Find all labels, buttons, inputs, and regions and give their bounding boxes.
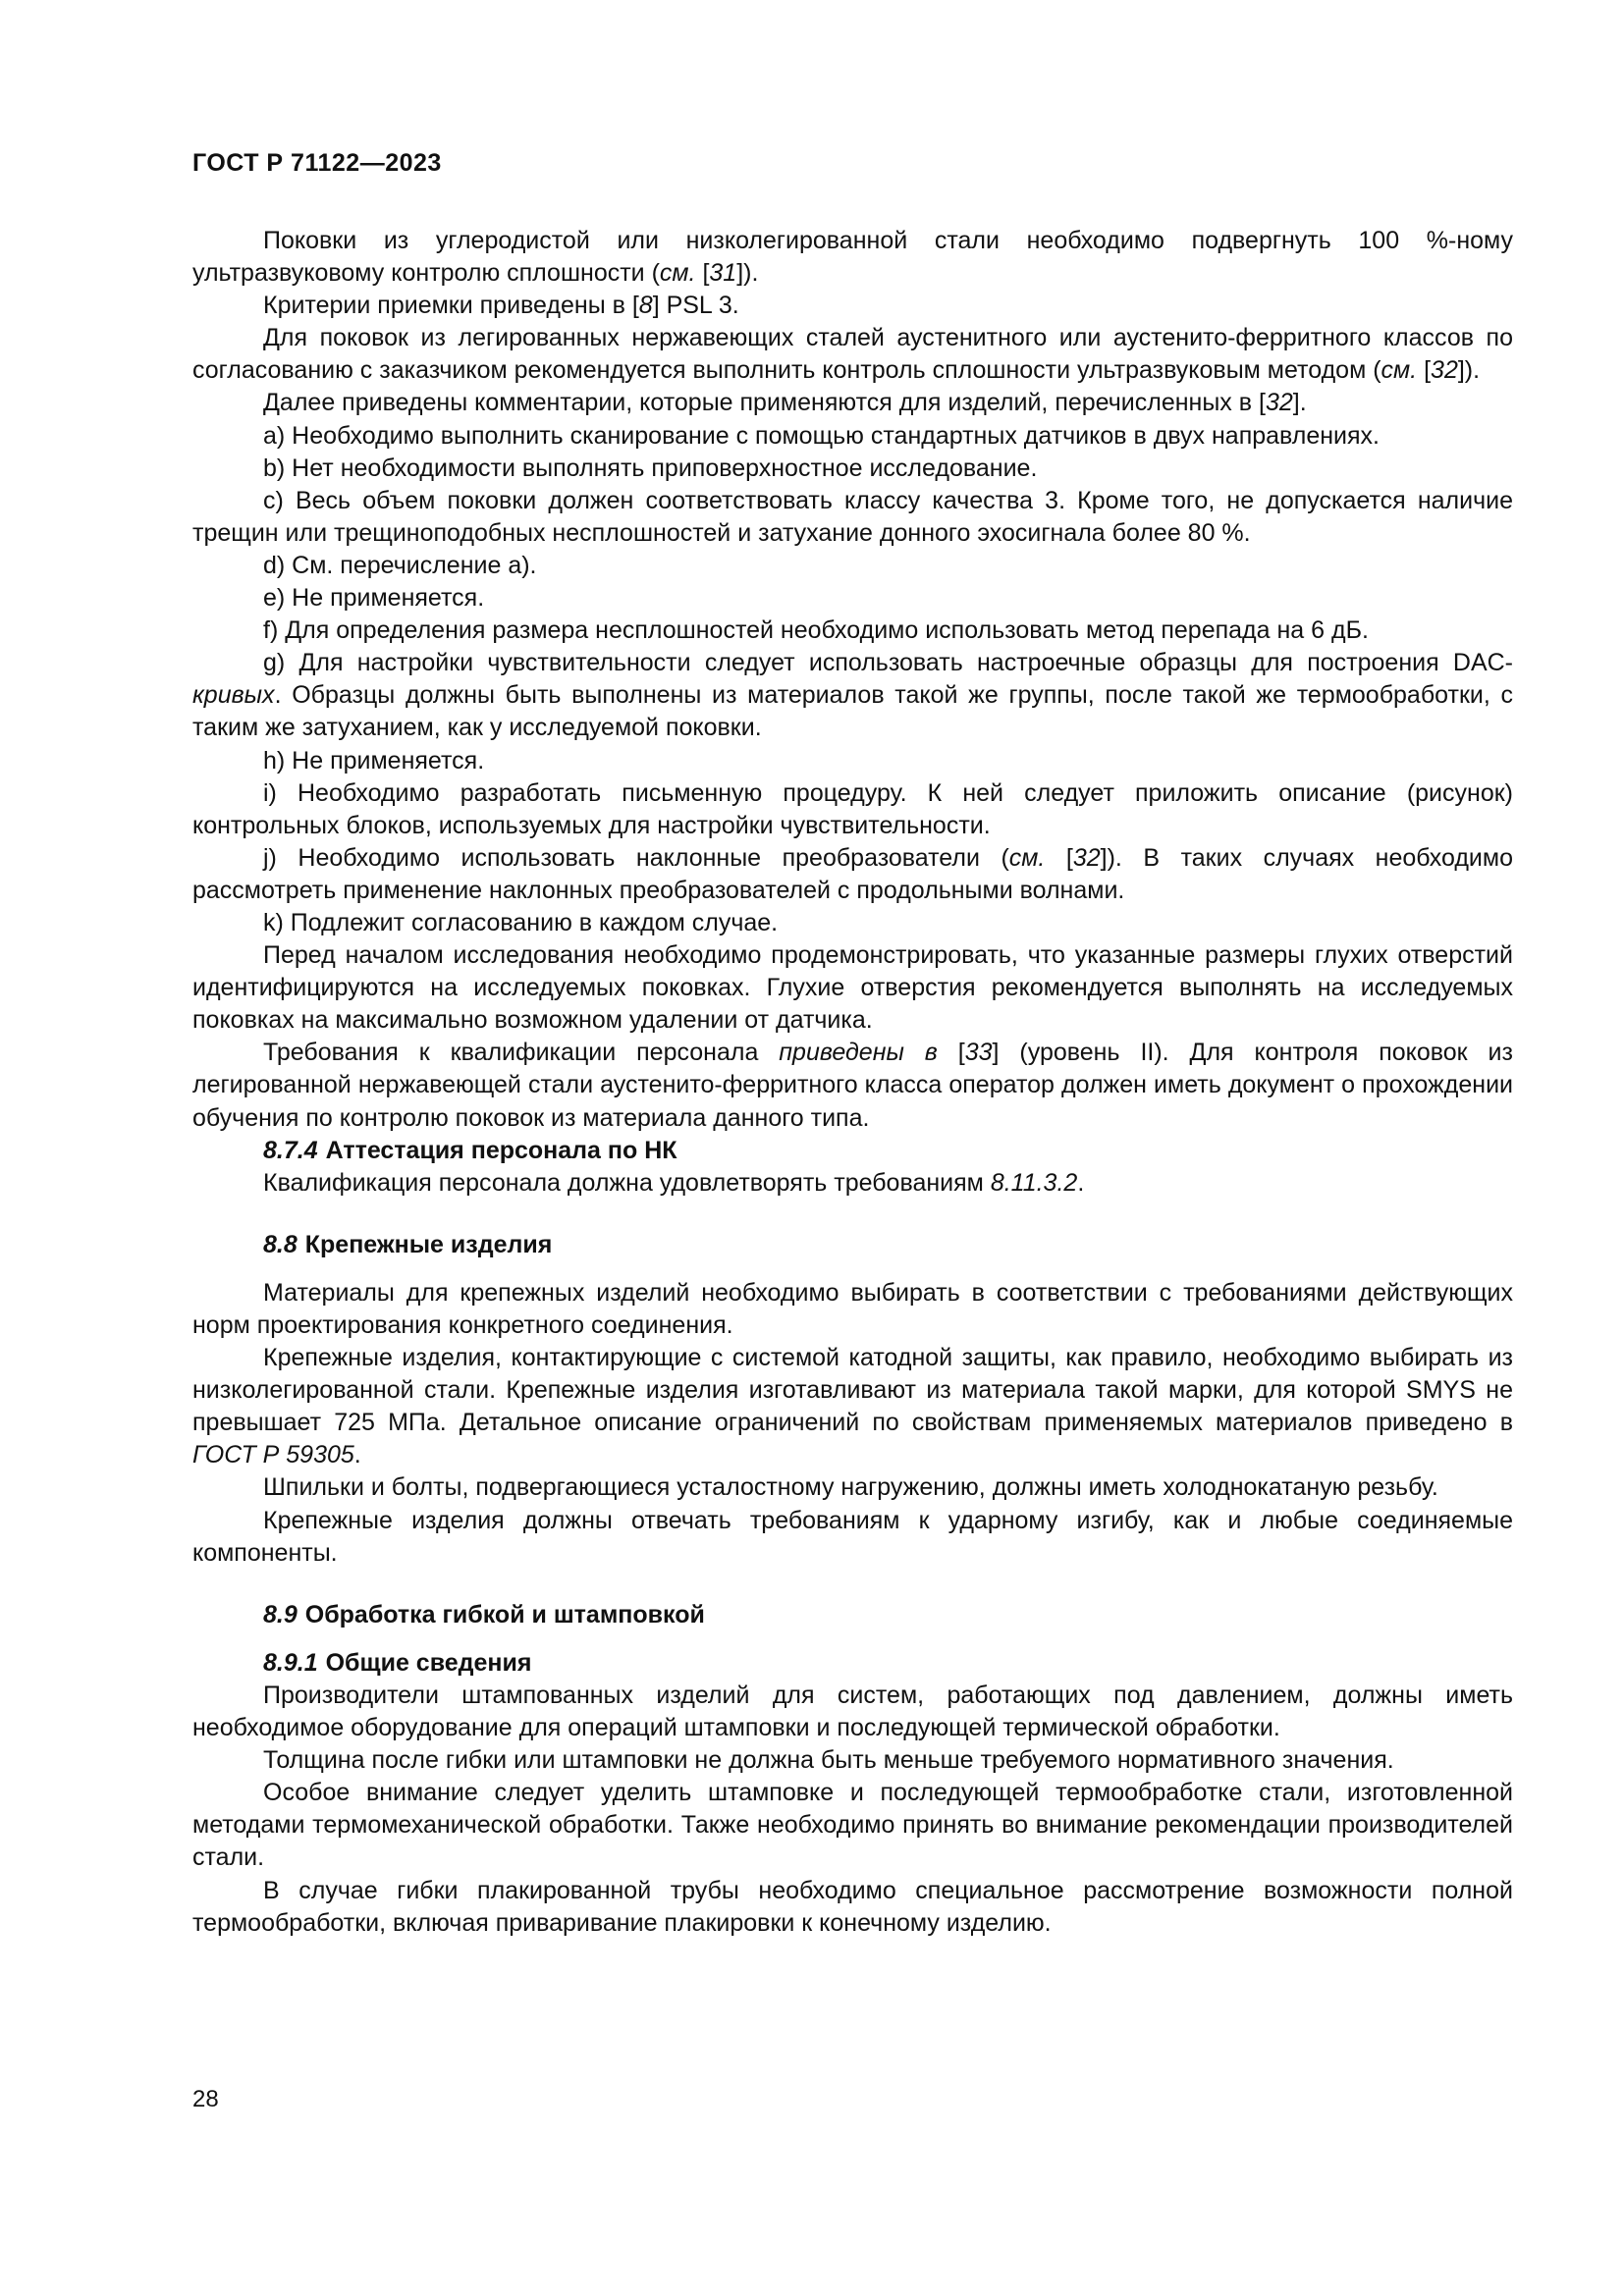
paragraph: Особое внимание следует уделить штамповке и последующей термообработке стали, изготовленной методами термомеханической обработки. Также необходимо принять во внимание рекомендации производителей стали. <box>192 1779 1513 1872</box>
paragraph: Для поковок из легированных нержавеющих сталей аустенитного или аустенито-ферритного классов по согласованию с заказчиком рекомендуется выполнить контроль сплошности ультразвуковым методом (см. [32]). <box>192 324 1513 385</box>
paragraph: Шпильки и болты, подвергающиеся усталостному нагружению, должны иметь холоднокатаную резьбу. <box>263 1473 1438 1502</box>
list-item: i) Необходимо разработать письменную процедуру. К ней следует приложить описание (рисунок) контрольных блоков, используемых для настройки чувствительности. <box>192 778 1513 839</box>
section-heading-8-8: 8.8 Крепежные изделия <box>263 1230 553 1258</box>
list-item: b) Нет необходимости выполнять приповерхностное исследование. <box>263 454 1038 482</box>
paragraph: Поковки из углеродистой или низколегированной стали необходимо подвергнуть 100 %-ному ультразвуковому контролю сплошности (см. [31]). <box>192 227 1513 288</box>
paragraph: Перед началом исследования необходимо продемонстрировать, что указанные размеры глухих отверстий идентифицируются на исследуемых поковках. Глухие отверстия рекомендуется выполнять на исследуемых поковках на максимально возможном удалении от датчика. <box>192 941 1513 1035</box>
list-item: h) Не применяется. <box>263 746 485 774</box>
page-number: 28 <box>192 2086 219 2112</box>
section-heading-8-7-4: 8.7.4 Аттестация персонала по НК <box>263 1136 677 1164</box>
paragraph: Производители штампованных изделий для систем, работающих под давлением, должны иметь необходимое оборудование для операций штамповки и последующей термической обработки. <box>192 1681 1513 1742</box>
list-item: f) Для определения размера несплошностей необходимо использовать метод перепада на 6 дБ. <box>263 616 1369 645</box>
page-content <box>192 225 1513 1940</box>
section-heading-8-9: 8.9 Обработка гибкой и штамповкой <box>263 1600 705 1629</box>
paragraph: Крепежные изделия, контактирующие с системой катодной защиты, как правило, необходимо выбирать из низколегированной стали. Крепежные изделия изготавливают из материала такой марки, для которой SMYS не превышает 725 МПа. Детальное описание ограничений по свойствам применяемых материалов приведено в ГОСТ Р 59305. <box>192 1344 1513 1469</box>
list-item: j) Необходимо использовать наклонные преобразователи (см. [32]). В таких случаях необходимо рассмотреть применение наклонных преобразователей с продольными волнами. <box>192 843 1513 904</box>
document-header: ГОСТ Р 71122—2023 <box>192 149 442 177</box>
paragraph: Крепежные изделия должны отвечать требованиям к ударному изгибу, как и любые соединяемые компоненты. <box>192 1506 1513 1567</box>
paragraph: Материалы для крепежных изделий необходимо выбирать в соответствии с требованиями действующих норм проектирования конкретного соединения. <box>192 1278 1513 1339</box>
list-item: a) Необходимо выполнить сканирование с помощью стандартных датчиков в двух направлениях. <box>263 421 1380 450</box>
paragraph: Требования к квалификации персонала приведены в [33] (уровень II). Для контроля поковок из легированной нержавеющей стали аустенито-ферритного класса оператор должен иметь документ о прохождении обучения по контролю поковок из материала данного типа. <box>192 1039 1513 1132</box>
list-item: k) Подлежит согласованию в каждом случае. <box>263 908 779 936</box>
list-item: g) Для настройки чувствительности следует использовать настроечные образцы для построения DAC-кривых. Образцы должны быть выполнены из материалов такой же группы, после такой же термообработки, с таким же затуханием, как у исследуемой поковки. <box>192 649 1513 742</box>
paragraph: Критерии приемки приведены в [8] PSL 3. <box>263 292 739 320</box>
paragraph: Далее приведены комментарии, которые применяются для изделий, перечисленных в [32]. <box>263 389 1307 417</box>
list-item: d) См. перечисление a). <box>263 551 537 579</box>
paragraph: Толщина после гибки или штамповки не должна быть меньше требуемого нормативного значения. <box>263 1746 1394 1775</box>
list-item: e) Не применяется. <box>263 584 485 613</box>
list-item: c) Весь объем поковки должен соответствовать классу качества 3. Кроме того, не допускается наличие трещин или трещиноподобных несплошностей и затухание донного эхосигнала более 80 %. <box>192 486 1513 547</box>
paragraph: В случае гибки плакированной трубы необходимо специальное рассмотрение возможности полной термообработки, включая приваривание плакировки к конечному изделию. <box>192 1876 1513 1937</box>
paragraph: Квалификация персонала должна удовлетворять требованиям 8.11.3.2. <box>263 1168 1085 1197</box>
section-heading-8-9-1: 8.9.1 Общие сведения <box>263 1648 532 1677</box>
